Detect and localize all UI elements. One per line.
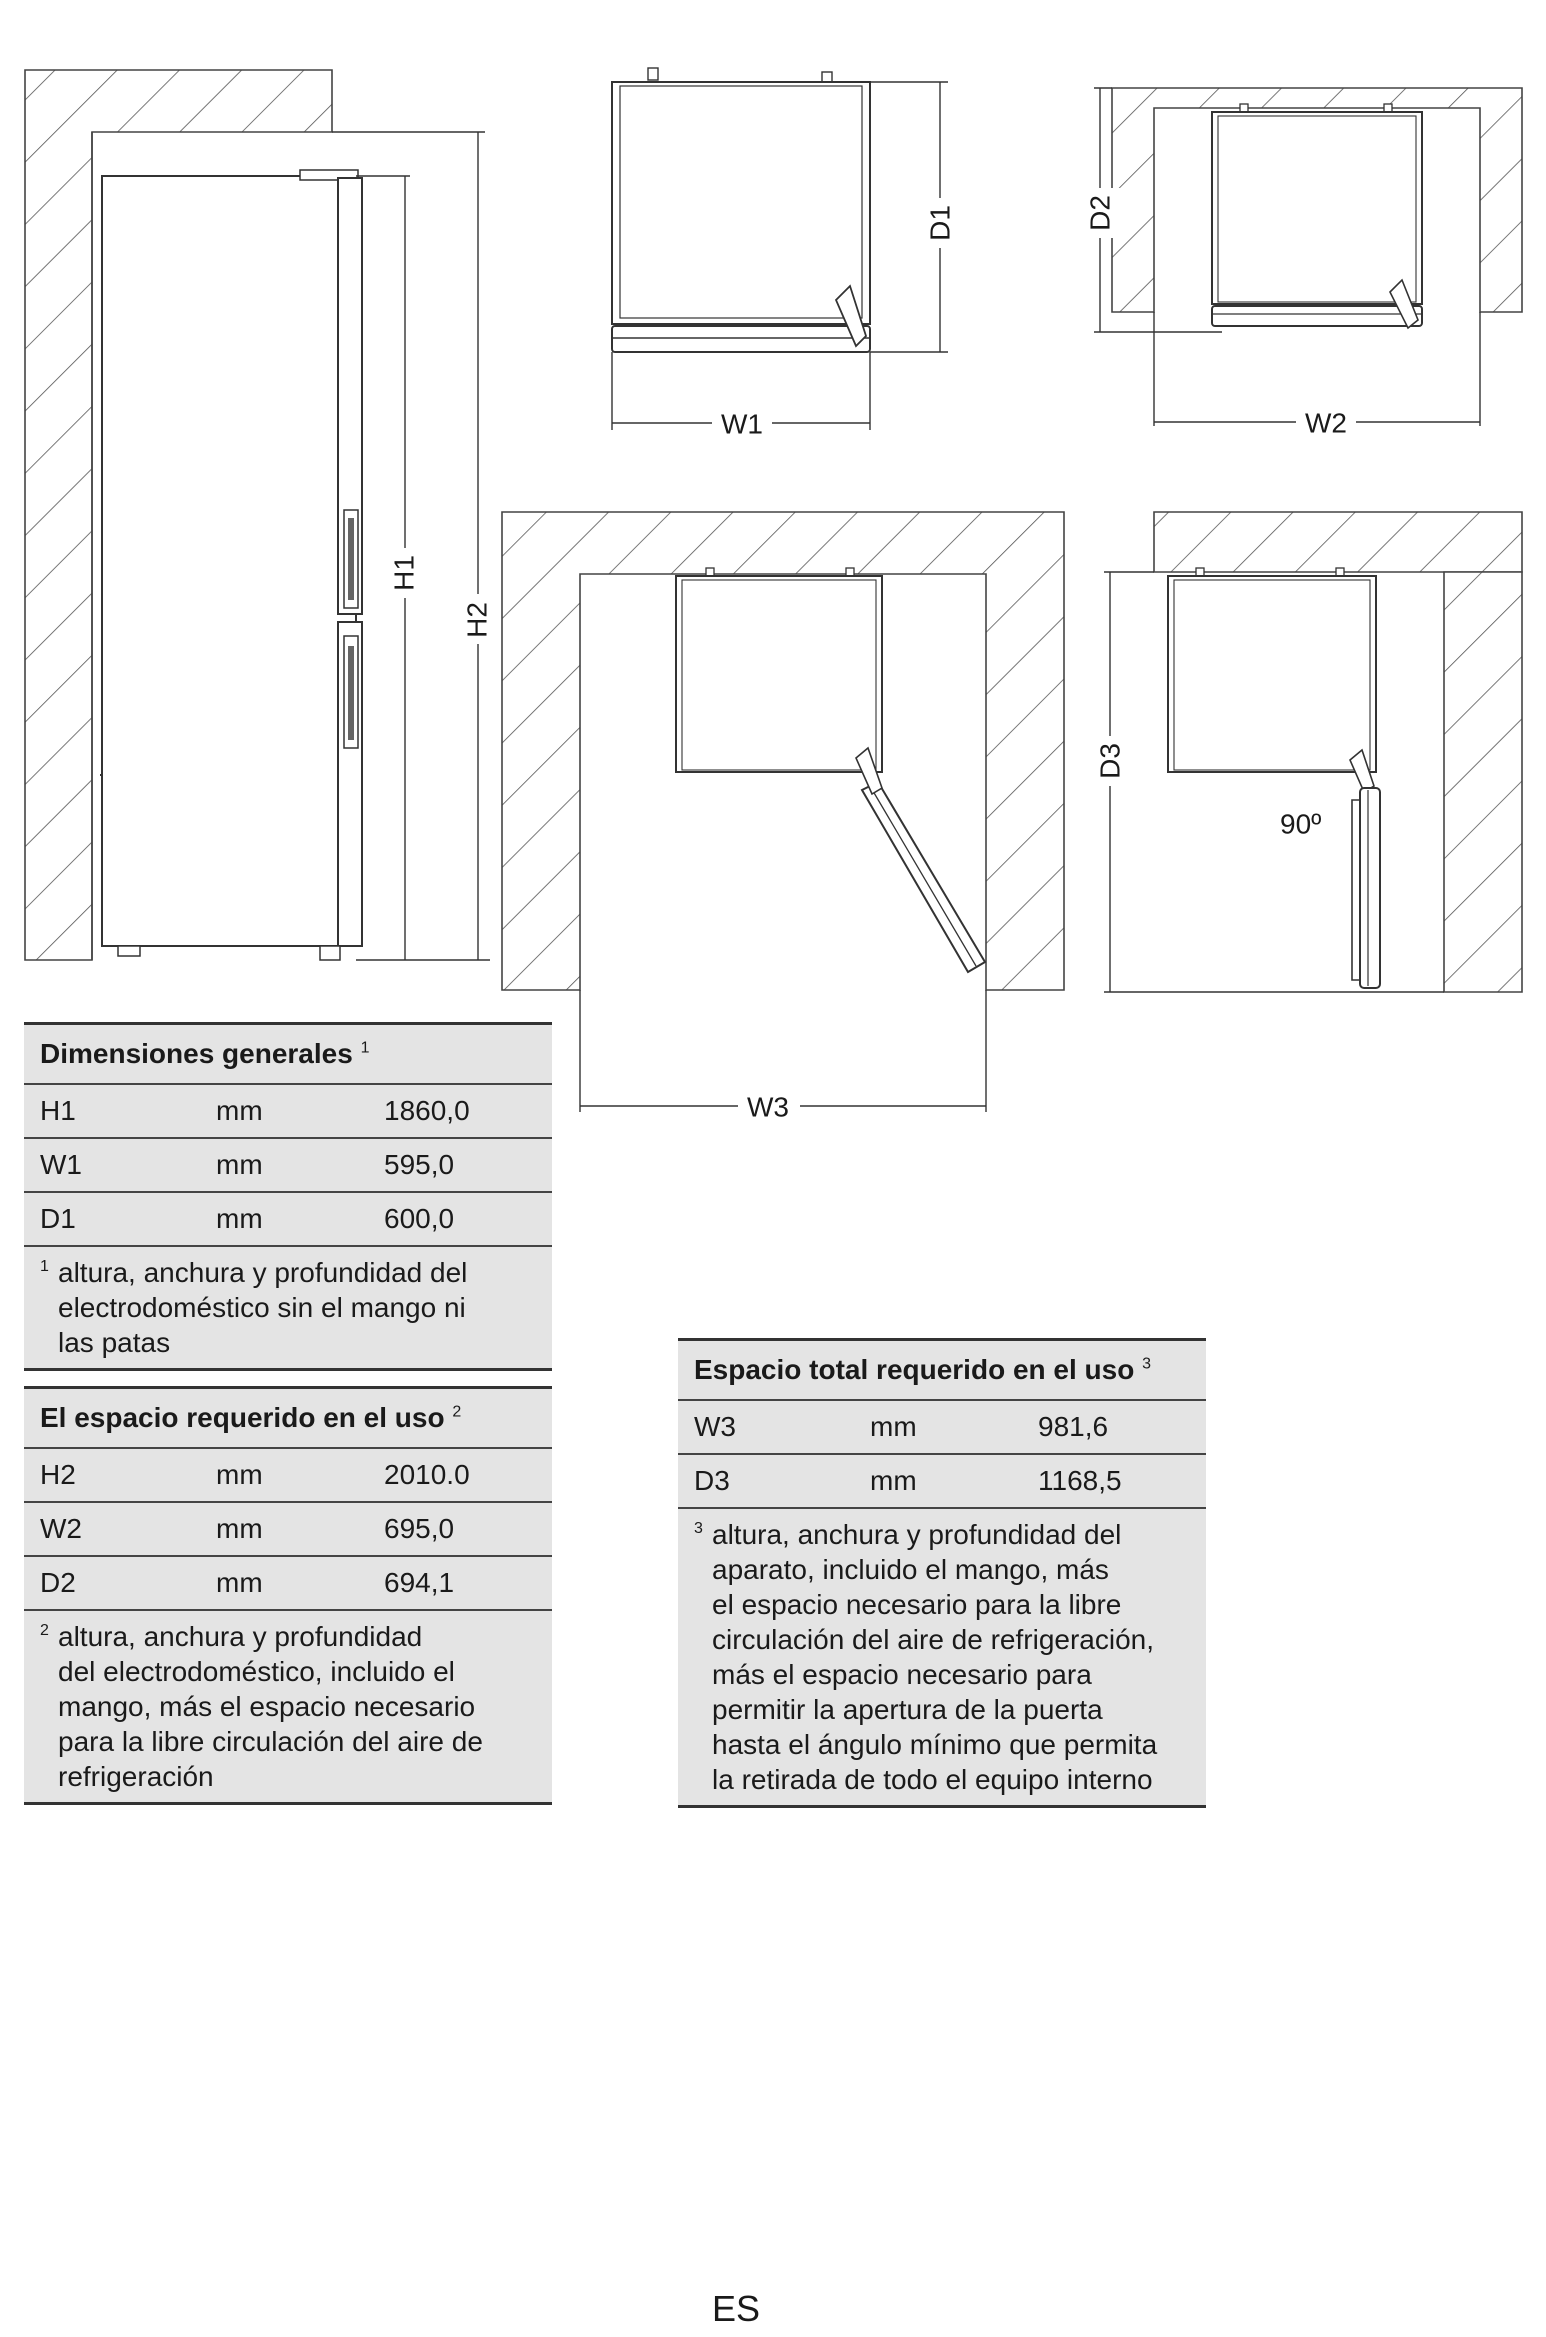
installation-drawings xyxy=(0,0,1546,1000)
table-row: W3 mm 981,6 xyxy=(678,1401,1206,1455)
table-row: W1 mm 595,0 xyxy=(24,1139,552,1193)
table-footnote: 3 altura, anchura y profundidad del aparato, incluido el mango, más el espacio necesario para la libre circulación del aire de refrigeración, más el espacio necesario para permitir la apertura de la puerta hasta el ángulo mínimo que permita la retirada de todo el equipo interno xyxy=(678,1509,1206,1808)
label-d2: D2 xyxy=(1084,195,1116,231)
top-view-w2-d2 xyxy=(1080,88,1522,440)
table-row: D2 mm 694,1 xyxy=(24,1557,552,1611)
table-title: Dimensiones generales $^1$ xyxy=(24,1025,552,1085)
label-d1: D1 xyxy=(924,205,956,241)
table-total-space xyxy=(678,1338,1206,1808)
label-h2: H2 xyxy=(461,602,493,638)
label-w2: W2 xyxy=(1305,407,1347,439)
language-code: ES xyxy=(712,2288,761,2329)
table-general-dimensions xyxy=(24,1022,552,1371)
table-footnote: 2 altura, anchura y profundidad del electrodoméstico, incluido el mango, más el espacio necesario para la libre circulación del aire de refrigeración xyxy=(24,1611,552,1805)
fridge-side-body xyxy=(102,176,356,946)
top-view-d3 xyxy=(1090,512,1522,992)
side-view xyxy=(25,70,500,960)
label-h1: H1 xyxy=(388,555,420,591)
label-angle: 90º xyxy=(1280,808,1322,840)
label-w1: W1 xyxy=(721,408,763,440)
door-closed xyxy=(612,326,870,352)
table-footnote: 1 altura, anchura y profundidad del electrodoméstico sin el mango ni las patas xyxy=(24,1247,552,1371)
door-90 xyxy=(1360,788,1380,988)
label-d3: D3 xyxy=(1094,743,1126,779)
table-title: El espacio requerido en el uso $^2$ xyxy=(24,1389,552,1449)
table-space-in-use xyxy=(24,1386,552,1805)
table-row: W2 mm 695,0 xyxy=(24,1503,552,1557)
table-row: H2 mm 2010.0 xyxy=(24,1449,552,1503)
top-view-w1-d1 xyxy=(612,68,962,441)
label-w3: W3 xyxy=(747,1091,789,1123)
table-row: H1 mm 1860,0 xyxy=(24,1085,552,1139)
top-view-w3 xyxy=(502,512,1064,1000)
fridge-top-body xyxy=(612,82,870,324)
table-row: D3 mm 1168,5 xyxy=(678,1455,1206,1509)
table-row: D1 mm 600,0 xyxy=(24,1193,552,1247)
table-title: Espacio total requerido en el uso $^3$ xyxy=(678,1341,1206,1401)
